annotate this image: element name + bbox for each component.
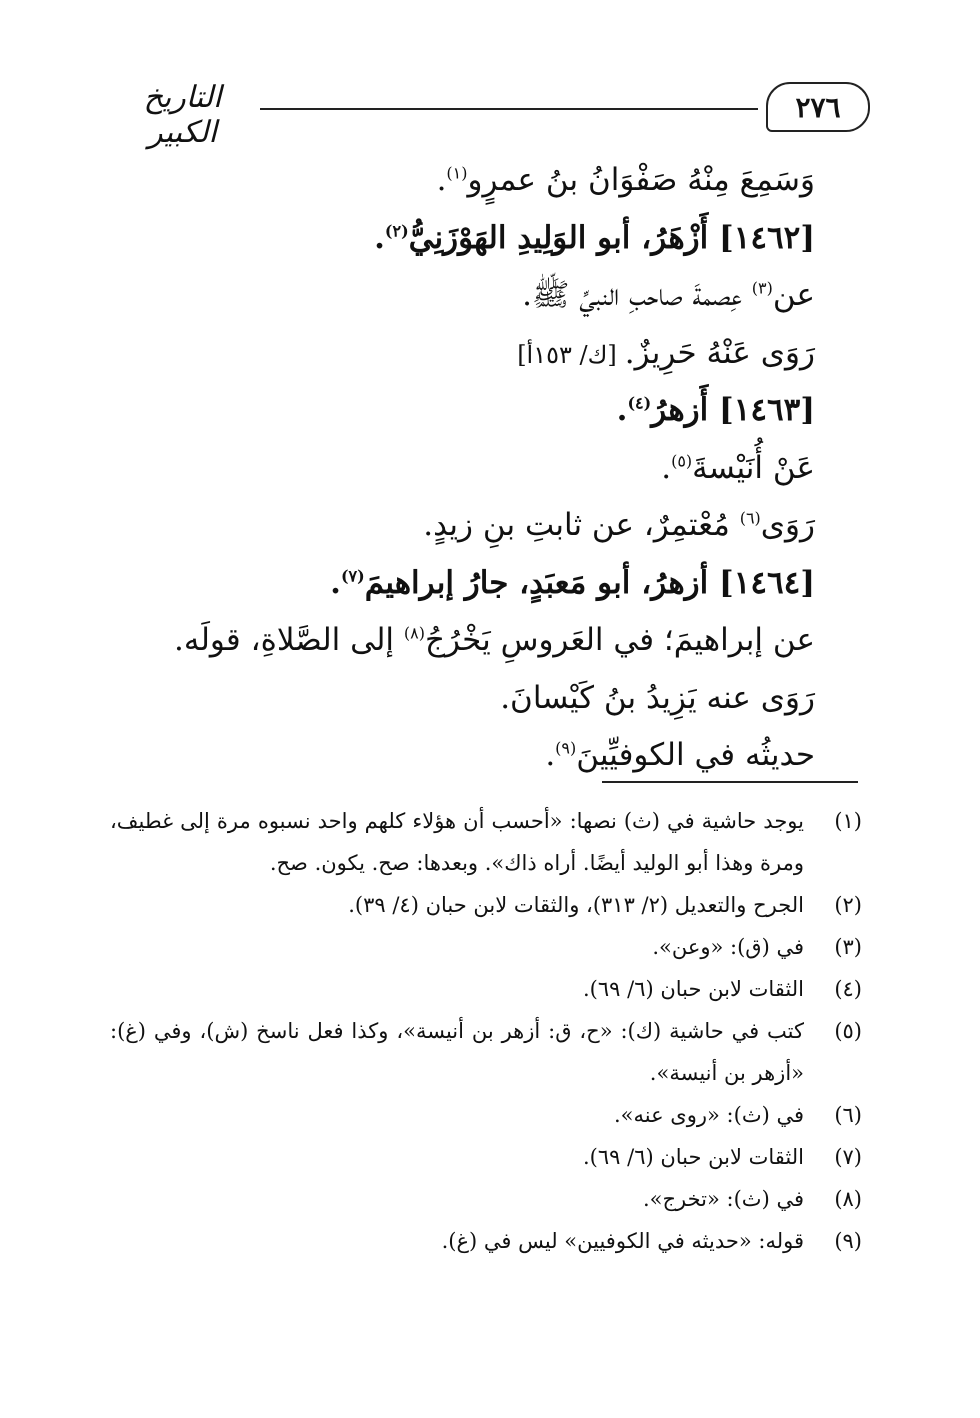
footnote-number: (٣) [834, 935, 862, 959]
text-line [115, 727, 815, 785]
footnote-marker: (٨) [403, 623, 425, 643]
line-tail: . [374, 219, 385, 256]
footnote-text: يوجد حاشية في (ث) نصها: «أحسب أن هؤلاء كلهم واحد نسبوه مرة إلى غطيف، ومرة وهذا أبو الوليد أيضًا. أراه ذاك». وبعدها: صح. يكون. صح. [110, 809, 804, 875]
footnote-number: (٢) [834, 893, 862, 917]
line-tail: . [661, 449, 672, 486]
footnote-marker: (١) [446, 163, 468, 183]
line-text: رَوَى [760, 507, 815, 543]
footnote-text: كتب في حاشية (ك): «ح، ق: أزهر بن أنيسة»، وكذا فعل ناسخ (ش)، وفي (غ): «أزهر بن أنيسة». [110, 1019, 804, 1085]
footnote [110, 1136, 862, 1178]
footnote [110, 884, 862, 926]
footnote-marker: (٤) [627, 393, 652, 413]
text-line [115, 497, 815, 555]
line-text: رَوَى عنه يَزِيدُ بنُ كَيْسانَ. [500, 679, 815, 716]
footnote-text: في (ث): «روى عنه». [613, 1103, 804, 1127]
entry-heading [115, 382, 815, 440]
line-tail: . [436, 162, 447, 198]
footnote-marker: (٣) [751, 278, 773, 298]
line-text: [١٤٦٢] أَزْهَرُ، أبو الوَلِيدِ الهَوْزَنِيُّ [408, 219, 815, 256]
line-tail: عِصمةَ صاحبِ النبيِّ ﷺ. [522, 277, 752, 313]
footnote-text: الثقات لابن حبان (٦/ ٦٩). [582, 977, 804, 1001]
text-line [115, 325, 815, 383]
line-text: رَوَى عَنْهُ حَرِيزٌ. [624, 334, 815, 371]
footnote-number: (١) [834, 809, 862, 833]
footnote [110, 800, 862, 884]
footnote-number: (٦) [834, 1103, 862, 1127]
entry-heading [115, 210, 815, 268]
book-title: التاريخ الكبير [143, 80, 222, 150]
footnote-number: (٩) [834, 1229, 862, 1253]
footnote-number: (٨) [834, 1187, 862, 1211]
footnote-text: الثقات لابن حبان (٦/ ٦٩). [582, 1145, 804, 1169]
footnote-marker: (٦) [739, 508, 761, 528]
line-text: [١٤٦٤] أزهرُ، أبو مَعبَدٍ، جارُ إبراهيمَ [364, 564, 815, 601]
footnote [110, 1178, 862, 1220]
footnote-text: الجرح والتعديل (٢/ ٣١٣)، والثقات لابن حبان (٤/ ٣٩). [348, 893, 804, 917]
line-tail: مُعْتمِرٌ، عن ثابتِ بنِ زيدٍ. [423, 507, 740, 543]
footnote-number: (٧) [834, 1145, 862, 1169]
line-text: حديثُه في الكوفيِّينَ [576, 737, 815, 773]
footnote-text: قوله: «حديثه في الكوفيين» ليس في (غ). [441, 1229, 804, 1253]
footnote [110, 1010, 862, 1094]
line-text: عن إبراهيمَ؛ في العَروسِ يَخْرُجُ [425, 622, 815, 658]
footnote-marker: (٧) [340, 566, 365, 586]
manuscript-ref: [ك/ ١٥٣أ] [517, 340, 617, 369]
main-text [115, 152, 815, 785]
footnote-text: في (ث): «تخرج». [642, 1187, 804, 1211]
text-line [115, 670, 815, 728]
footnote-separator [602, 781, 858, 783]
footnote [110, 926, 862, 968]
line-tail: إلى الصَّلاةِ، قولَه. [174, 622, 404, 658]
footnote-marker: (٩) [555, 738, 577, 758]
page-header [110, 78, 870, 150]
text-line [115, 440, 815, 498]
footnotes [110, 800, 862, 1262]
text-line [115, 152, 815, 210]
footnote [110, 1220, 862, 1262]
text-line [115, 612, 815, 670]
line-text: وَسَمِعَ مِنْهُ صَفْوَانُ بنُ عمرٍو [467, 162, 815, 198]
line-tail: . [545, 737, 556, 773]
footnote-text: في (ق): «وعن». [652, 935, 804, 959]
line-text: عن [772, 277, 815, 313]
footnote-number: (٤) [834, 977, 862, 1001]
line-tail: . [616, 392, 628, 428]
entry-heading [115, 555, 815, 613]
footnote-marker: (٥) [671, 451, 693, 471]
line-tail: . [330, 564, 341, 601]
text-line [115, 267, 815, 325]
footnote [110, 968, 862, 1010]
line-text: عَنْ أُنَيْسةَ [692, 449, 815, 486]
page-number: ٢٧٦ [766, 82, 870, 132]
line-text: [١٤٦٣] أَزهرُ [651, 392, 815, 428]
footnote-number: (٥) [834, 1019, 862, 1043]
header-rule [260, 108, 758, 110]
footnote-marker: (٢) [384, 221, 409, 241]
footnote [110, 1094, 862, 1136]
